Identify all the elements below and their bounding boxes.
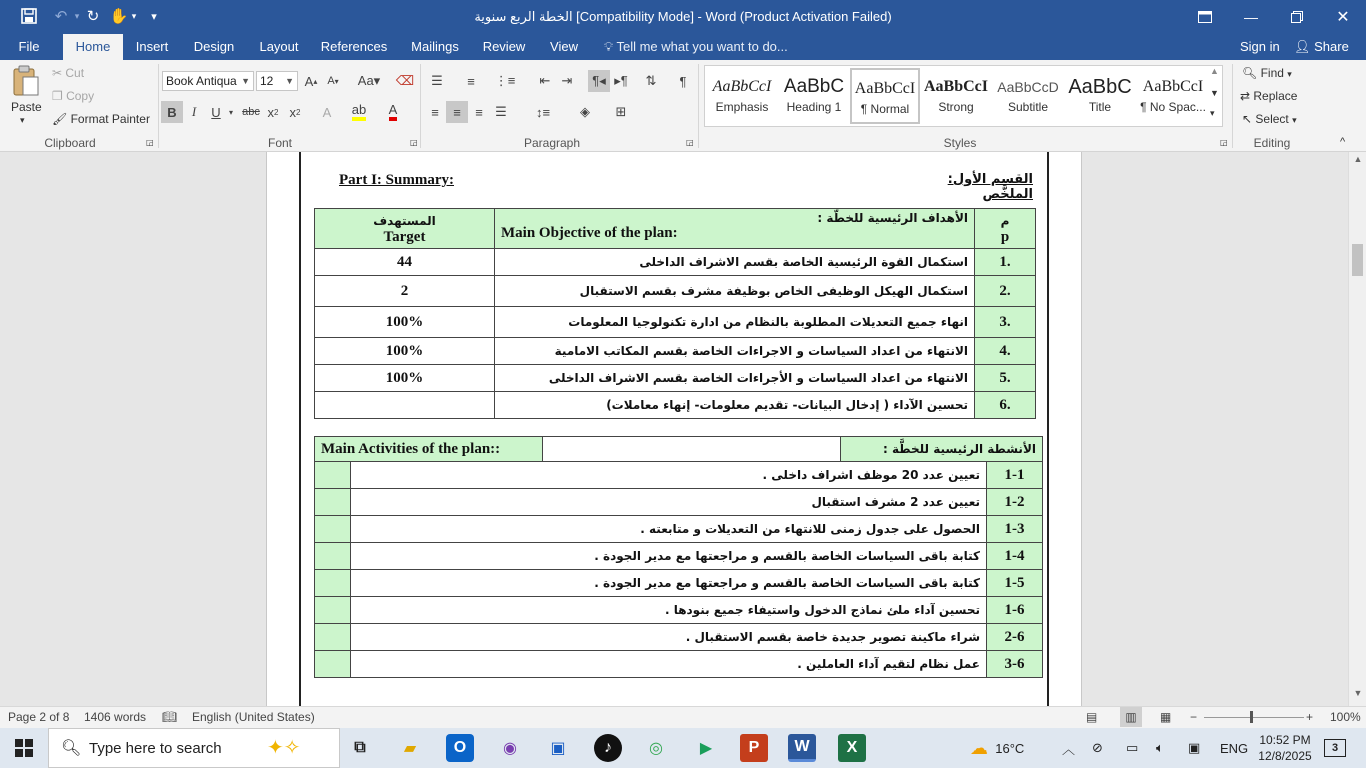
print-layout-icon[interactable]: ▥ — [1120, 707, 1142, 727]
proofing-icon[interactable]: 📖︎ — [162, 710, 178, 724]
style-name: Heading 1 — [786, 100, 842, 114]
part1-title-ar: القسم الأول: الملخَّص — [947, 172, 1033, 202]
style-heading-1[interactable] — [779, 68, 849, 124]
page-margin-left — [299, 152, 301, 706]
ribbon — [0, 60, 1366, 152]
table-row — [315, 365, 1036, 392]
style-strong[interactable] — [921, 68, 991, 124]
font-size-box[interactable] — [256, 71, 298, 91]
undo-icon[interactable]: ↶ — [54, 8, 68, 25]
table-header-row — [315, 209, 1036, 249]
replace-label: Replace — [1253, 89, 1298, 103]
scroll-up-icon[interactable]: ▲ — [1353, 154, 1363, 164]
separator — [420, 64, 421, 148]
editing-group-label: Editing — [1253, 136, 1291, 150]
objective-cell: الانتهاء من اعداد السياسات و الأجراءات الخاصة بقسم الاشراف الداخلى — [495, 365, 975, 392]
undo-dropdown-icon[interactable]: ▾ — [74, 10, 80, 21]
chevron-down-icon: ▾ — [1287, 69, 1292, 79]
activity-number-cell: 2-6 — [987, 624, 1043, 651]
copy-label: Copy — [66, 89, 95, 103]
number-cell: 1. — [975, 249, 1036, 276]
blank-cell — [315, 462, 351, 489]
objective-header-en: Main Objective of the plan: — [501, 225, 678, 241]
style-emphasis[interactable] — [707, 68, 777, 124]
scissors-icon: ✂ — [52, 66, 66, 80]
web-layout-icon[interactable]: ▦ — [1160, 710, 1172, 724]
activity-number-cell: 1-2 — [987, 489, 1043, 516]
target-header — [315, 209, 495, 249]
zoom-out-icon[interactable]: − — [1190, 710, 1198, 724]
target-cell — [315, 392, 495, 419]
read-mode-icon[interactable]: ▤ — [1086, 710, 1098, 724]
blank-cell — [315, 516, 351, 543]
redo-icon[interactable]: ↻ — [86, 8, 100, 25]
paragraph-group-label: Paragraph — [523, 136, 581, 150]
blank-cell — [315, 543, 351, 570]
font-name-box[interactable] — [162, 71, 254, 91]
activity-number-cell: 1-5 — [987, 570, 1043, 597]
activity-number-cell: 1-6 — [987, 597, 1043, 624]
number-cell: 5. — [975, 365, 1036, 392]
restore-icon[interactable] — [1274, 0, 1320, 34]
activities-header-en: Main Activities of the plan:: — [315, 437, 543, 462]
show-marks-icon[interactable]: ¶ — [679, 73, 687, 89]
styles-gallery — [704, 65, 1223, 127]
objective-cell: الانتهاء من اعداد السياسات و الاجراءات الخاصة بقسم المكاتب الامامية — [495, 338, 975, 365]
file-explorer-icon[interactable]: ▰ — [403, 740, 417, 757]
customize-toolbar-icon[interactable]: ▾ — [151, 10, 157, 23]
activity-cell: تعيين عدد 2 مشرف استقبال — [351, 489, 987, 516]
activity-number-cell: 1-1 — [987, 462, 1043, 489]
tab-view[interactable]: View — [550, 39, 578, 54]
table-row — [315, 570, 1043, 597]
task-view-icon[interactable]: ⧉ — [354, 739, 366, 756]
ribbon-tabs — [0, 34, 1366, 60]
touch-mode-icon[interactable]: ✋ — [109, 8, 129, 25]
format-painter-label: Format Painter — [70, 112, 150, 126]
target-header-ar: المستهدف — [373, 213, 436, 228]
zoom-slider[interactable] — [1204, 717, 1304, 718]
blank-cell — [315, 489, 351, 516]
borders-icon[interactable]: ⊞ — [615, 104, 627, 119]
activity-cell: كتابة باقى السياسات الخاصة بالقسم و مراجعتها مع مدير الجودة . — [351, 543, 987, 570]
tab-references[interactable]: References — [320, 39, 388, 54]
font-size-value: 12 — [260, 74, 274, 88]
taskbar — [0, 728, 1366, 768]
table-row — [315, 307, 1036, 338]
activity-cell: عمل نظام لتقيم آداء العاملين . — [351, 651, 987, 678]
number-header-p: p — [1000, 228, 1010, 245]
shading-icon[interactable]: ◈ — [580, 104, 590, 119]
search-icon: 🔍︎ — [61, 740, 82, 757]
lightbulb-icon: 💡︎ — [604, 39, 617, 54]
separator — [1232, 64, 1233, 148]
weather-widget[interactable] — [970, 728, 1024, 768]
tab-design[interactable]: Design — [193, 39, 235, 54]
activity-number-cell: 1-4 — [987, 543, 1043, 570]
collapse-ribbon-icon[interactable]: ^ — [1340, 136, 1346, 148]
clipboard-group-label: Clipboard — [44, 136, 96, 150]
notification-count: 3 — [1324, 739, 1346, 757]
separator — [158, 64, 159, 148]
style-subtitle[interactable] — [993, 68, 1063, 124]
style-name: ¶ Normal — [860, 102, 910, 116]
share-button[interactable] — [1294, 34, 1349, 60]
network-icon[interactable]: ⊘ — [1092, 740, 1103, 755]
activities-table — [314, 436, 1043, 678]
tab-file[interactable]: File — [18, 39, 40, 54]
objectives-table — [314, 208, 1036, 419]
italic-icon[interactable]: I — [191, 104, 197, 119]
activities-header-ar: الأنشطة الرئيسية للخطَّة : — [841, 437, 1043, 462]
justify-icon[interactable]: ☰ — [495, 104, 507, 119]
number-cell: 4. — [975, 338, 1036, 365]
tray-app-icon[interactable]: ▣ — [1188, 740, 1201, 755]
style-preview: AaBbC — [783, 76, 845, 97]
multilevel-list-icon[interactable]: ⋮≡ — [494, 73, 516, 88]
format-painter-button[interactable] — [52, 112, 150, 126]
show-hidden-icons-icon[interactable]: ︿ — [1062, 741, 1076, 757]
touch-dropdown-icon[interactable]: ▾ — [131, 10, 137, 21]
temperature: 16°C — [995, 740, 1025, 756]
input-language[interactable]: ENG — [1220, 740, 1249, 756]
font-color-icon[interactable]: A — [382, 101, 404, 123]
blank-cell — [315, 597, 351, 624]
search-icon: 🔍︎ — [1242, 66, 1261, 80]
chevron-down-icon: ▾ — [1292, 115, 1297, 125]
target-header-en: Target — [383, 228, 426, 245]
copy-icon: ❐ — [52, 89, 67, 103]
align-center-icon[interactable]: ≡ — [446, 101, 468, 123]
sort-icon[interactable]: ⇅ — [645, 73, 657, 88]
tab-review[interactable]: Review — [482, 39, 526, 54]
excel-icon[interactable]: X — [838, 734, 866, 762]
strikethrough-icon[interactable]: abc — [242, 106, 260, 118]
style-name: Strong — [938, 100, 974, 114]
paragraph-launcher-icon[interactable]: ◲ — [686, 138, 694, 147]
close-icon[interactable]: ✕ — [1336, 9, 1350, 26]
zoom-level[interactable]: 100% — [1330, 710, 1361, 724]
target-cell: 100% — [315, 307, 495, 338]
windows-start-icon[interactable] — [10, 734, 38, 762]
style-name: ¶ No Spac... — [1140, 100, 1206, 114]
vertical-scrollbar[interactable] — [1348, 152, 1366, 706]
document-area[interactable] — [0, 152, 1348, 706]
sparkle-icon: ✦✧ — [267, 737, 301, 759]
blank-cell — [315, 624, 351, 651]
clock-time: 10:52 PM — [1259, 733, 1311, 747]
cut-button[interactable] — [52, 66, 84, 80]
chrome-icon[interactable]: ◎ — [649, 740, 663, 757]
share-label: Share — [1314, 39, 1349, 54]
style-name: Subtitle — [1007, 100, 1049, 114]
search-placeholder: Type here to search — [89, 740, 222, 757]
activity-number-cell: 1-3 — [987, 516, 1043, 543]
activity-cell: تعيين عدد 20 موظف اشراف داخلى . — [351, 462, 987, 489]
ltr-direction-icon[interactable]: ▸¶ — [614, 73, 628, 88]
weather-icon: ☁︎ — [970, 737, 988, 758]
target-cell: 44 — [315, 249, 495, 276]
blank-cell — [315, 651, 351, 678]
style-preview: AaBbCcI — [712, 78, 772, 95]
rtl-direction-icon[interactable]: ¶◂ — [588, 70, 610, 92]
replace-icon: ⇄ — [1240, 89, 1254, 103]
clear-formatting-icon[interactable]: ⌫ — [395, 73, 415, 88]
grow-font-icon[interactable]: A ▴ — [304, 73, 318, 89]
tiktok-icon[interactable]: ♪ — [594, 734, 622, 762]
activity-number-cell: 3-6 — [987, 651, 1043, 678]
tab-layout[interactable]: Layout — [259, 39, 299, 54]
chevron-down-icon[interactable]: ▼ — [285, 76, 294, 86]
activity-cell: كتابة باقى السياسات الخاصة بالقسم و مراجعتها مع مدير الجودة . — [351, 570, 987, 597]
cut-label: Cut — [65, 66, 85, 80]
table-row — [315, 276, 1036, 307]
number-header — [975, 209, 1036, 249]
highlight-icon[interactable]: ab — [348, 101, 370, 123]
ribbon-display-icon[interactable] — [1182, 0, 1228, 34]
taskbar-search-box[interactable] — [48, 728, 340, 768]
tab-home[interactable]: Home — [63, 34, 123, 60]
objective-header-ar: الأهداف الرئيسية للخطَّة : — [817, 211, 968, 225]
style-no-spacing[interactable] — [1137, 68, 1209, 124]
style-preview: AaBbC — [1068, 76, 1132, 98]
clock[interactable] — [1256, 728, 1314, 768]
target-cell: 100% — [315, 365, 495, 392]
bold-icon[interactable]: B — [161, 101, 183, 123]
cursor-icon: ↖ — [1242, 112, 1256, 126]
styles-scroll-up-icon[interactable]: ▲ — [1210, 66, 1219, 76]
font-launcher-icon[interactable]: ◲ — [410, 138, 418, 147]
activity-cell: تحسين آداء ملئ نماذج الدخول واستيفاء جميع بنودها . — [351, 597, 987, 624]
shrink-font-icon[interactable]: A ▾ — [327, 75, 339, 87]
table-row — [315, 651, 1043, 678]
font-name-value: Book Antiqua — [166, 74, 237, 88]
language-indicator[interactable]: English (United States) — [192, 710, 315, 724]
number-header-ar: م — [1000, 213, 1010, 228]
line-spacing-icon[interactable]: ↕≡ — [535, 104, 551, 120]
blank-cell — [315, 570, 351, 597]
tab-insert[interactable]: Insert — [135, 39, 169, 54]
person-icon: 👤︎ — [1294, 39, 1315, 54]
table-header-row — [315, 437, 1043, 462]
style-preview: AaBbCcI — [1142, 78, 1204, 95]
numbering-icon[interactable]: ≡ — [467, 73, 475, 89]
select-label: Select — [1255, 112, 1289, 126]
table-row — [315, 489, 1043, 516]
paste-dropdown-icon[interactable]: ▾ — [20, 115, 25, 125]
clipboard-launcher-icon[interactable]: ◲ — [146, 138, 154, 147]
align-left-icon[interactable]: ≡ — [431, 104, 439, 120]
underline-icon[interactable]: U — [211, 104, 221, 120]
tell-me-box[interactable] — [604, 34, 788, 60]
number-cell: 6. — [975, 392, 1036, 419]
sign-in-link[interactable]: Sign in — [1240, 39, 1280, 54]
style-preview: AaBbCcI — [923, 78, 988, 95]
chevron-down-icon[interactable]: ▼ — [241, 76, 250, 86]
part1-title: Part I: Summary: — [339, 172, 454, 188]
minimize-icon[interactable]: — — [1244, 9, 1258, 25]
table-row — [315, 597, 1043, 624]
copy-button[interactable] — [52, 89, 94, 103]
zoom-in-icon[interactable]: + — [1306, 710, 1314, 724]
font-group-label: Font — [267, 136, 292, 150]
clock-date: 12/8/2025 — [1258, 749, 1312, 763]
decrease-indent-icon[interactable]: ⇤ — [539, 73, 551, 88]
superscript-icon[interactable]: x 2 — [289, 104, 301, 120]
style-preview: AaBbCcI — [854, 80, 916, 97]
target-cell: 100% — [315, 338, 495, 365]
change-case-icon[interactable]: Aa▾ — [357, 73, 381, 88]
table-row — [315, 249, 1036, 276]
styles-launcher-icon[interactable]: ◲ — [1220, 138, 1228, 147]
app-icon[interactable]: ◉ — [503, 740, 517, 757]
volume-icon[interactable]: 🔈︎ — [1156, 740, 1164, 755]
table-row — [315, 392, 1036, 419]
objective-cell: تحسين الآداء ( إدخال البيانات- تقديم معلومات- إنهاء معاملات) — [495, 392, 975, 419]
title-bar — [0, 0, 1366, 34]
tab-mailings[interactable]: Mailings — [411, 39, 459, 54]
underline-dropdown-icon[interactable]: ▾ — [228, 107, 233, 117]
objective-cell: استكمال الهيكل الوظيفى الخاص بوظيفة مشرف بقسم الاستقبال — [495, 276, 975, 307]
activity-cell: شراء ماكينة تصوير جديدة خاصة بقسم الاستقبال . — [351, 624, 987, 651]
page-margin-right — [1047, 152, 1049, 706]
scroll-down-icon[interactable]: ▼ — [1353, 688, 1363, 698]
style-normal[interactable] — [850, 68, 920, 124]
table-row — [315, 624, 1043, 651]
powerpoint-icon[interactable]: P — [740, 734, 768, 762]
text-effects-icon[interactable]: A — [322, 104, 332, 120]
activity-cell: الحصول على جدول زمنى للانتهاء من التعديلات و متابعته . — [351, 516, 987, 543]
align-right-icon[interactable]: ≡ — [475, 104, 483, 120]
store-icon[interactable]: ▣ — [550, 740, 566, 757]
objective-header — [495, 209, 975, 249]
find-button[interactable] — [1242, 66, 1292, 80]
select-button[interactable] — [1242, 112, 1297, 126]
tell-me-text: Tell me what you want to do... — [616, 39, 788, 54]
zoom-slider-thumb[interactable] — [1250, 711, 1253, 723]
table-row — [315, 462, 1043, 489]
document-page[interactable] — [266, 152, 1082, 706]
target-cell: 2 — [315, 276, 495, 307]
styles-scroll-down-icon[interactable]: ▼ — [1210, 88, 1219, 98]
find-label: Find — [1260, 66, 1284, 80]
table-row — [315, 543, 1043, 570]
number-cell: 2. — [975, 276, 1036, 307]
style-preview: AaBbCcD — [997, 79, 1059, 95]
objective-cell: انهاء جميع التعديلات المطلوبة بالنظام من ادارة تكنولوجيا المعلومات — [495, 307, 975, 338]
replace-button[interactable] — [1240, 89, 1297, 103]
window-title: الخطة الربع سنوية [Compatibility Mode] - Word (Product Activation Failed) — [474, 9, 892, 24]
style-title[interactable] — [1065, 68, 1135, 124]
style-name: Title — [1088, 100, 1112, 114]
table-row — [315, 338, 1036, 365]
game-icon[interactable]: ▶ — [699, 740, 713, 757]
table-row — [315, 516, 1043, 543]
subscript-icon[interactable]: x 2 — [267, 104, 279, 120]
increase-indent-icon[interactable]: ⇥ — [561, 73, 573, 88]
objective-cell: استكمال القوة الرئيسية الخاصة بقسم الاشراف الداخلى — [495, 249, 975, 276]
scroll-thumb[interactable] — [1352, 244, 1363, 276]
battery-icon[interactable]: ▭ — [1126, 740, 1139, 755]
paste-label[interactable]: Paste — [11, 100, 42, 114]
word-count[interactable]: 1406 words — [84, 710, 147, 724]
outlook-icon[interactable]: O — [446, 734, 474, 762]
word-icon[interactable]: W — [788, 734, 816, 762]
separator — [698, 64, 699, 148]
page-count[interactable]: Page 2 of 8 — [8, 710, 70, 724]
status-bar — [0, 706, 1366, 728]
styles-more-icon[interactable]: ▾ — [1210, 108, 1215, 118]
styles-group-label: Styles — [943, 136, 977, 150]
bullets-icon[interactable]: ☰ — [431, 73, 443, 88]
header-blank-cell — [543, 437, 841, 462]
paintbrush-icon: 🖌︎ — [52, 112, 71, 126]
paste-icon[interactable] — [10, 64, 42, 98]
style-name: Emphasis — [715, 100, 769, 114]
number-cell: 3. — [975, 307, 1036, 338]
notifications-button[interactable] — [1324, 728, 1346, 768]
